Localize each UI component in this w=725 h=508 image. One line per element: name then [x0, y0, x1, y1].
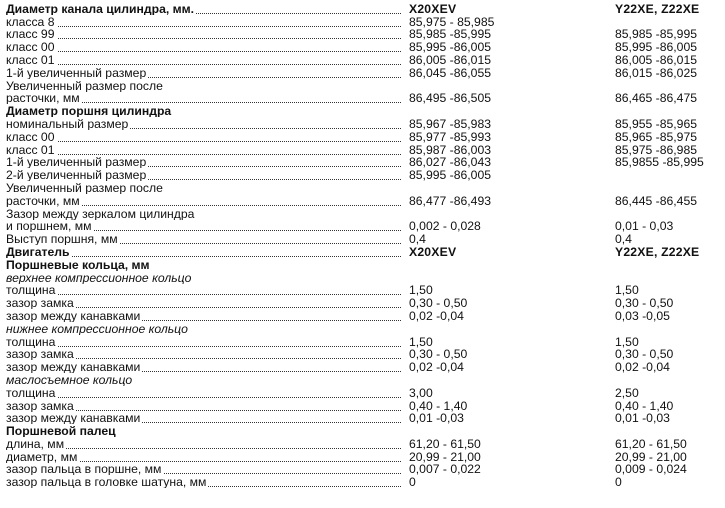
spec-label-cell: [6, 450, 409, 463]
spec-label-cell: [6, 386, 409, 399]
value-y22xe-z22xe: 86,465 -86,475: [615, 91, 697, 105]
value-x20xev: 85,987 -86,003: [409, 142, 491, 156]
spec-label-cell: [6, 40, 409, 53]
spec-label-cell: [6, 373, 409, 386]
spec-label-cell: [6, 2, 409, 15]
value-x20xev: 86,005 -86,015: [409, 53, 491, 66]
value-x20xev: [409, 104, 615, 117]
spec-row: [6, 322, 721, 335]
spec-label-cell: [6, 296, 409, 309]
spec-row: [6, 437, 721, 450]
value-x20xev: 0,02 -0,04: [409, 309, 464, 322]
value-y22xe-z22xe: 0,40 - 1,40: [615, 398, 674, 412]
spec-label-cell: [6, 232, 409, 245]
spec-label: Диаметр поршня цилиндра: [6, 104, 172, 118]
value-x20xev: [409, 79, 615, 92]
spec-label: 1-й увеличенный размер: [6, 155, 147, 169]
value-y22xe-z22xe: 2,50: [615, 385, 639, 399]
spec-label: Увеличенный размер после: [6, 181, 163, 194]
value-x20xev: [409, 373, 615, 386]
spec-label: толщина: [6, 385, 56, 399]
value-y22xe-z22xe: Y22XE, Z22XE: [615, 245, 700, 258]
spec-label: класс 01: [6, 53, 55, 66]
value-x20xev: [409, 258, 615, 271]
value-y22xe-z22xe: 61,20 - 61,50: [615, 437, 687, 450]
spec-label-cell: [6, 15, 409, 28]
spec-label: зазор замка: [6, 347, 74, 361]
spec-row: [6, 194, 721, 207]
value-y22xe-z22xe: [615, 181, 721, 194]
spec-table: [6, 2, 721, 488]
spec-row: [6, 245, 721, 258]
value-y22xe-z22xe: 85,9855 -85,995: [615, 155, 704, 169]
spec-row: [6, 130, 721, 143]
value-y22xe-z22xe: [615, 258, 721, 271]
spec-label: Поршневой палец: [6, 424, 116, 438]
value-y22xe-z22xe: 0,30 - 0,50: [615, 347, 674, 361]
spec-label: верхнее компрессионное кольцо: [6, 270, 192, 284]
spec-row: [6, 450, 721, 463]
value-y22xe-z22xe: 0,30 - 0,50: [615, 296, 674, 310]
value-x20xev: [409, 424, 615, 437]
value-x20xev: [409, 181, 615, 194]
dot-leader: [6, 141, 401, 142]
value-x20xev: 85,995 -86,005: [409, 168, 491, 182]
spec-row: [6, 207, 721, 220]
value-y22xe-z22xe: [615, 168, 721, 181]
spec-row: [6, 92, 721, 105]
value-y22xe-z22xe: 0,02 -0,04: [615, 360, 670, 374]
value-y22xe-z22xe: [615, 15, 721, 28]
spec-label-cell: [6, 245, 409, 258]
spec-row: [6, 412, 721, 425]
spec-label: расточки, мм: [6, 193, 80, 207]
value-y22xe-z22xe: [615, 373, 721, 386]
spec-row: [6, 143, 721, 156]
spec-label-cell: [6, 207, 409, 220]
spec-row: [6, 66, 721, 79]
spec-label: нижнее компрессионное кольцо: [6, 321, 188, 335]
spec-label: зазор между канавками: [6, 309, 141, 322]
spec-row: [6, 335, 721, 348]
value-x20xev: 20,99 - 21,00: [409, 449, 481, 463]
spec-label-cell: [6, 79, 409, 92]
value-y22xe-z22xe: [615, 104, 721, 117]
value-x20xev: X20XEV: [409, 245, 457, 258]
value-x20xev: 61,20 - 61,50: [409, 437, 481, 450]
spec-row: [6, 28, 721, 41]
spec-label: маслосъемное кольцо: [6, 373, 133, 386]
value-y22xe-z22xe: 0,01 - 0,03: [615, 219, 674, 233]
value-x20xev: 3,00: [409, 385, 433, 399]
spec-label: класс 99: [6, 27, 55, 41]
spec-label-cell: [6, 168, 409, 181]
value-x20xev: 86,477 -86,493: [409, 193, 491, 207]
value-y22xe-z22xe: 85,985 -85,995: [615, 27, 697, 41]
value-x20xev: 0,4: [409, 232, 426, 246]
dot-leader: [6, 64, 401, 65]
spec-label-cell: [6, 271, 409, 284]
dot-leader: [6, 51, 401, 52]
spec-row: [6, 271, 721, 284]
value-x20xev: 0,30 - 0,50: [409, 347, 468, 361]
spec-row: [6, 2, 721, 15]
spec-label-cell: [6, 156, 409, 169]
spec-label-cell: [6, 437, 409, 450]
spec-label-cell: [6, 220, 409, 233]
spec-label: Увеличенный размер после: [6, 78, 163, 92]
spec-label-cell: [6, 424, 409, 437]
dot-leader: [6, 26, 401, 27]
spec-label: 1-й увеличенный размер: [6, 65, 147, 79]
spec-label: Двигатель: [6, 245, 70, 258]
spec-label: класс 00: [6, 40, 55, 54]
spec-label-cell: [6, 104, 409, 117]
spec-row: [6, 15, 721, 28]
spec-label: Выступ поршня, мм: [6, 232, 118, 246]
value-x20xev: [409, 322, 615, 335]
spec-label-cell: [6, 181, 409, 194]
spec-label: класс 00: [6, 129, 55, 143]
spec-row: [6, 386, 721, 399]
value-x20xev: 0,02 -0,04: [409, 360, 464, 374]
value-y22xe-z22xe: Y22XE, Z22XE: [615, 2, 700, 15]
value-y22xe-z22xe: 85,955 -85,965: [615, 117, 697, 130]
spec-label-cell: [6, 117, 409, 130]
spec-label-cell: [6, 53, 409, 66]
spec-row: [6, 117, 721, 130]
value-x20xev: 86,495 -86,505: [409, 91, 491, 105]
spec-label: диаметр, мм: [6, 449, 78, 463]
value-x20xev: 85,975 - 85,985: [409, 14, 495, 28]
spec-row: [6, 424, 721, 437]
value-x20xev: X20XEV: [409, 2, 457, 15]
spec-row: [6, 373, 721, 386]
spec-row: [6, 399, 721, 412]
value-y22xe-z22xe: [615, 424, 721, 437]
spec-row: [6, 296, 721, 309]
spec-label: зазор между канавками: [6, 411, 141, 425]
value-y22xe-z22xe: 0: [615, 475, 622, 489]
value-x20xev: 0,002 - 0,028: [409, 219, 481, 233]
value-x20xev: 0: [409, 475, 416, 489]
spec-label: расточки, мм: [6, 91, 80, 105]
value-x20xev: 86,045 -86,055: [409, 65, 491, 79]
value-y22xe-z22xe: 86,005 -86,015: [615, 53, 697, 66]
spec-label-cell: [6, 143, 409, 156]
spec-label: Поршневые кольца, мм: [6, 257, 150, 271]
value-y22xe-z22xe: 86,015 -86,025: [615, 65, 697, 79]
value-x20xev: 85,977 -85,993: [409, 129, 491, 143]
spec-row: [6, 181, 721, 194]
value-x20xev: 0,007 - 0,022: [409, 462, 481, 476]
value-y22xe-z22xe: 1,50: [615, 334, 639, 348]
value-x20xev: [409, 207, 615, 220]
spec-label-cell: [6, 412, 409, 425]
value-y22xe-z22xe: [615, 322, 721, 335]
spec-label: толщина: [6, 283, 56, 297]
spec-table-body: [6, 2, 721, 488]
spec-label-cell: [6, 335, 409, 348]
value-x20xev: 0,40 - 1,40: [409, 398, 468, 412]
spec-label: зазор пальца в поршне, мм: [6, 462, 162, 476]
dot-leader: [6, 154, 401, 155]
value-y22xe-z22xe: 0,03 -0,05: [615, 309, 670, 322]
spec-label: толщина: [6, 334, 56, 348]
dot-leader: [6, 294, 401, 295]
spec-label: Диаметр канала цилиндра, мм.: [6, 2, 195, 15]
spec-label: 2-й увеличенный размер: [6, 168, 147, 182]
value-y22xe-z22xe: 0,009 - 0,024: [615, 462, 687, 476]
spec-label-cell: [6, 309, 409, 322]
spec-row: [6, 360, 721, 373]
spec-label-cell: [6, 475, 409, 488]
value-y22xe-z22xe: 20,99 - 21,00: [615, 449, 687, 463]
spec-label-cell: [6, 399, 409, 412]
value-x20xev: 85,995 -86,005: [409, 40, 491, 54]
spec-label-cell: [6, 130, 409, 143]
value-x20xev: 0,01 -0,03: [409, 411, 464, 425]
value-x20xev: 85,967 -85,983: [409, 117, 491, 130]
value-y22xe-z22xe: [615, 79, 721, 92]
value-x20xev: 85,985 -85,995: [409, 27, 491, 41]
spec-row: [6, 168, 721, 181]
spec-label-cell: [6, 92, 409, 105]
spec-label: Зазор между зеркалом цилиндра: [6, 206, 195, 220]
spec-label-cell: [6, 284, 409, 297]
spec-label: номинальный размер: [6, 117, 129, 130]
spec-label: зазор между канавками: [6, 360, 141, 374]
spec-row: [6, 40, 721, 53]
value-x20xev: [409, 271, 615, 284]
spec-label-cell: [6, 194, 409, 207]
value-x20xev: 1,50: [409, 283, 433, 297]
spec-row: [6, 284, 721, 297]
value-y22xe-z22xe: 1,50: [615, 283, 639, 297]
spec-label: зазор замка: [6, 296, 74, 310]
spec-row: [6, 53, 721, 66]
dot-leader: [6, 346, 401, 347]
spec-label: зазор замка: [6, 398, 74, 412]
spec-label-cell: [6, 348, 409, 361]
spec-label: класса 8: [6, 14, 55, 28]
dot-leader: [6, 38, 401, 39]
value-y22xe-z22xe: 85,965 -85,975: [615, 129, 697, 143]
spec-label: длина, мм: [6, 437, 65, 450]
spec-label: и поршнем, мм: [6, 219, 92, 233]
spec-row: [6, 309, 721, 322]
value-y22xe-z22xe: 0,4: [615, 232, 632, 246]
spec-label-cell: [6, 28, 409, 41]
spec-row: [6, 463, 721, 476]
spec-label: зазор пальца в головке шатуна, мм: [6, 475, 207, 489]
spec-row: [6, 79, 721, 92]
spec-row: [6, 220, 721, 233]
spec-label-cell: [6, 322, 409, 335]
dot-leader: [6, 397, 401, 398]
value-y22xe-z22xe: 86,445 -86,455: [615, 193, 697, 207]
spec-row: [6, 156, 721, 169]
spec-row: [6, 232, 721, 245]
spec-row: [6, 348, 721, 361]
spec-label-cell: [6, 258, 409, 271]
spec-label: класс 01: [6, 142, 55, 156]
value-y22xe-z22xe: [615, 207, 721, 220]
value-y22xe-z22xe: [615, 271, 721, 284]
spec-label-cell: [6, 463, 409, 476]
value-y22xe-z22xe: 85,975 -86,985: [615, 142, 697, 156]
spec-label-cell: [6, 66, 409, 79]
value-y22xe-z22xe: 0,01 -0,03: [615, 411, 670, 425]
value-x20xev: 1,50: [409, 334, 433, 348]
spec-label-cell: [6, 360, 409, 373]
spec-row: [6, 104, 721, 117]
spec-row: [6, 258, 721, 271]
value-x20xev: 86,027 -86,043: [409, 155, 491, 169]
value-y22xe-z22xe: 85,995 -86,005: [615, 40, 697, 54]
spec-row: [6, 475, 721, 488]
value-x20xev: 0,30 - 0,50: [409, 296, 468, 310]
